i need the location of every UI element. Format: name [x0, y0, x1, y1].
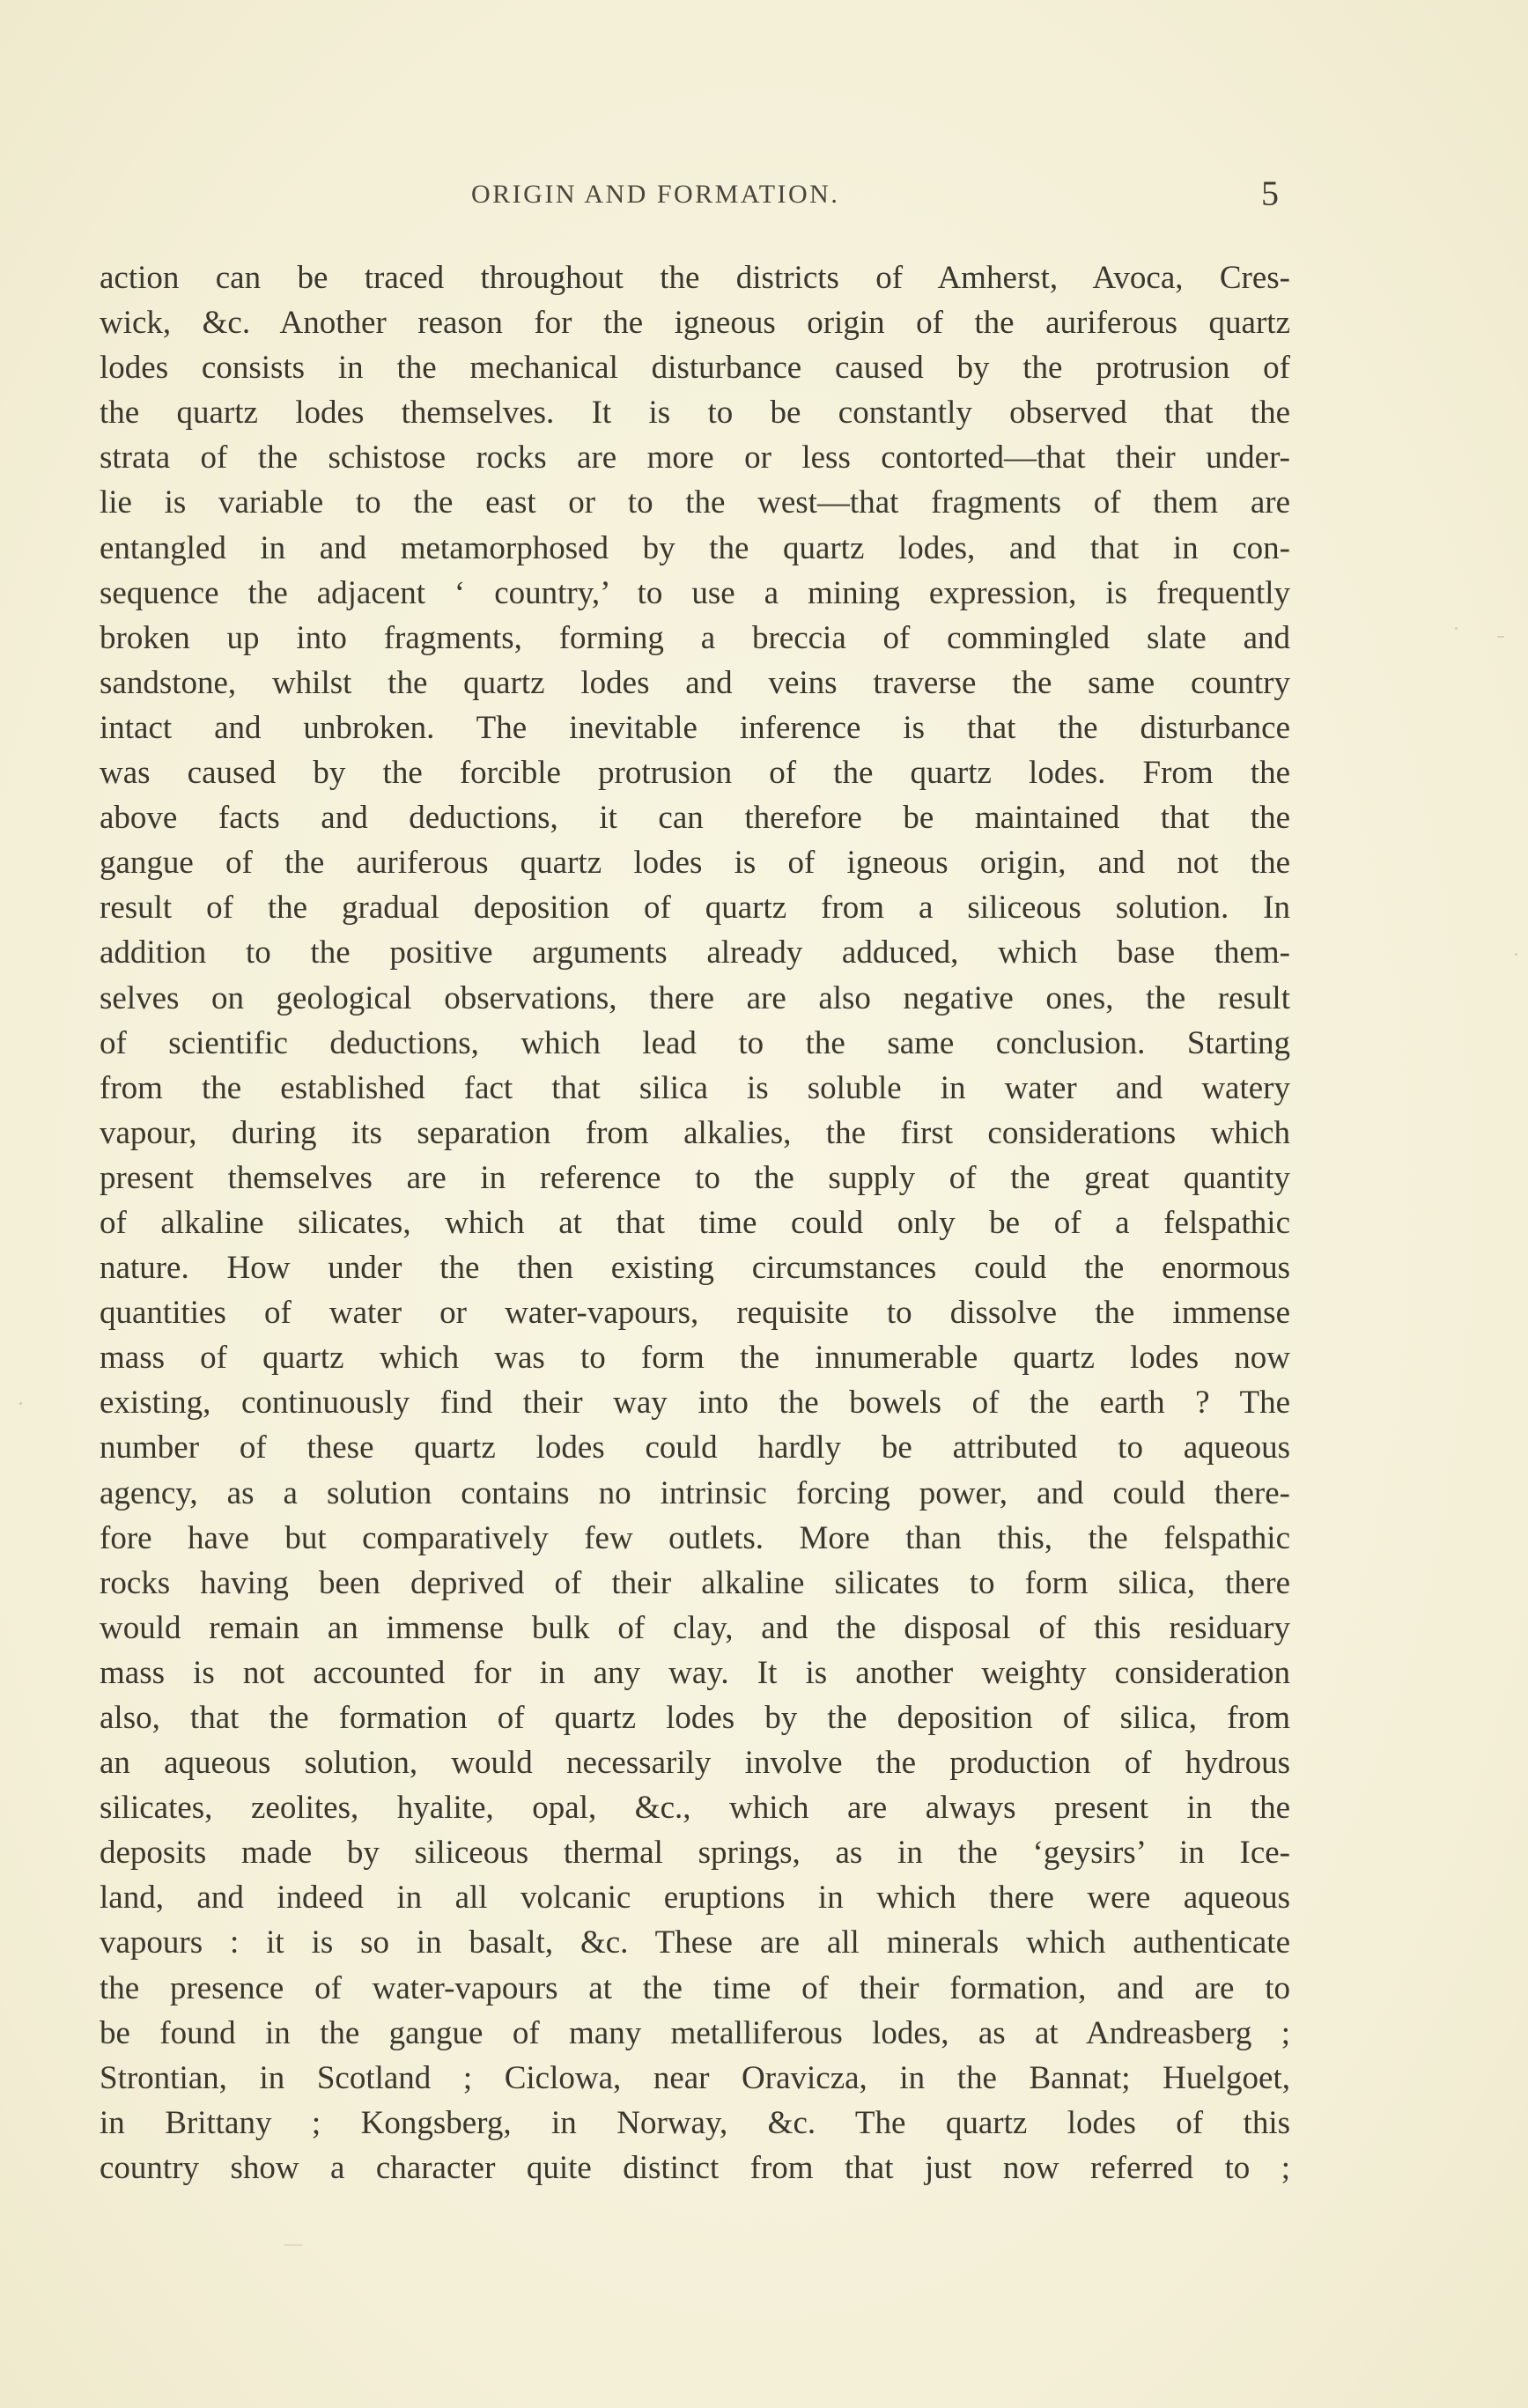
text-line: sequence the adjacent ‘ country,’ to use a mining expression, is frequently [100, 574, 1290, 611]
text-line: in Brittany ; Kongsberg, in Norway, &c. The quartz lodes of this [100, 2104, 1290, 2141]
text-line: the quartz lodes themselves. It is to be constantly observed that the [100, 395, 1290, 432]
text-line: intact and unbroken. The inevitable inference is that the disturbance [100, 709, 1290, 746]
running-title: ORIGIN AND FORMATION. [471, 180, 840, 209]
text-line: of scientific deductions, which lead to the same conclusion. Starting [100, 1024, 1290, 1061]
text-line: above facts and deductions, it can therefore be maintained that the [100, 800, 1290, 837]
paper-speck [19, 1402, 22, 1405]
text-line: sandstone, whilst the quartz lodes and veins traverse the same country [100, 664, 1290, 701]
text-line: entangled in and metamorphosed by the quartz lodes, and that in con- [100, 529, 1290, 566]
text-line: silicates, zeolites, hyalite, opal, &c., which are always present in the [100, 1790, 1290, 1827]
text-line: strata of the schistose rocks are more or less contorted—that their under- [100, 439, 1290, 476]
text-line: gangue of the auriferous quartz lodes is of igneous origin, and not the [100, 845, 1290, 882]
text-line: number of these quartz lodes could hardly be attributed to aqueous [100, 1429, 1290, 1466]
text-line: nature. How under the then existing circumstances could the enormous [100, 1250, 1290, 1287]
text-line: lie is variable to the east or to the west—that fragments of them are [100, 484, 1290, 521]
text-line: lodes consists in the mechanical disturbance caused by the protrusion of [100, 350, 1290, 387]
paper-speck [1515, 953, 1517, 956]
text-line: of alkaline silicates, which at that time could only be of a felspathic [100, 1204, 1290, 1241]
text-line: would remain an immense bulk of clay, and the disposal of this residuary [100, 1609, 1290, 1646]
text-line: agency, as a solution contains no intrinsic forcing power, and could there- [100, 1474, 1290, 1511]
text-line: wick, &c. Another reason for the igneous origin of the auriferous quartz [100, 305, 1290, 342]
text-line: vapour, during its separation from alkalies, the first considerations which [100, 1114, 1290, 1151]
text-line: existing, continuously find their way into the bowels of the earth ? The [100, 1385, 1290, 1422]
text-line: country show a character quite distinct from that just now referred to ; [100, 2149, 1290, 2186]
text-line: was caused by the forcible protrusion of the quartz lodes. From the [100, 755, 1290, 792]
text-line: quantities of water or water-vapours, requisite to dissolve the immense [100, 1295, 1290, 1332]
text-line: broken up into fragments, forming a breccia of commingled slate and [100, 619, 1290, 656]
text-line: be found in the gangue of many metalliferous lodes, as at Andreasberg ; [100, 2014, 1290, 2051]
paper-speck [1497, 636, 1504, 638]
text-line: the presence of water-vapours at the time of their formation, and are to [100, 1969, 1290, 2006]
paper-speck [1455, 627, 1458, 630]
text-line: present themselves are in reference to the supply of the great quantity [100, 1159, 1290, 1196]
text-line: mass is not accounted for in any way. It is another weighty consideration [100, 1654, 1290, 1691]
text-line: fore have but comparatively few outlets. More than this, the felspathic [100, 1519, 1290, 1556]
running-head [0, 173, 1528, 217]
text-line: Strontian, in Scotland ; Ciclowa, near Oravicza, in the Bannat; Huelgoet, [100, 2059, 1290, 2096]
text-line: result of the gradual deposition of quartz from a siliceous solution. In [100, 890, 1290, 927]
text-line: action can be traced throughout the districts of Amherst, Avoca, Cres- [100, 260, 1290, 296]
text-line: deposits made by siliceous thermal springs, as in the ‘geysirs’ in Ice- [100, 1835, 1290, 1872]
text-line: from the established fact that silica is soluble in water and watery [100, 1069, 1290, 1106]
text-line: vapours : it is so in basalt, &c. These are all minerals which authenticate [100, 1924, 1290, 1961]
text-line: also, that the formation of quartz lodes by the deposition of silica, from [100, 1700, 1290, 1736]
text-line: an aqueous solution, would necessarily involve the production of hydrous [100, 1745, 1290, 1782]
body-text [100, 255, 1290, 2190]
text-line: mass of quartz which was to form the innumerable quartz lodes now [100, 1340, 1290, 1377]
text-line: rocks having been deprived of their alkaline silicates to form silica, there [100, 1564, 1290, 1601]
text-line: land, and indeed in all volcanic eruptions in which there were aqueous [100, 1880, 1290, 1917]
page-number: 5 [1261, 174, 1279, 213]
paper-speck [284, 2244, 303, 2246]
text-line: addition to the positive arguments already adduced, which base them- [100, 934, 1290, 971]
text-line: selves on geological observations, there are also negative ones, the result [100, 979, 1290, 1016]
